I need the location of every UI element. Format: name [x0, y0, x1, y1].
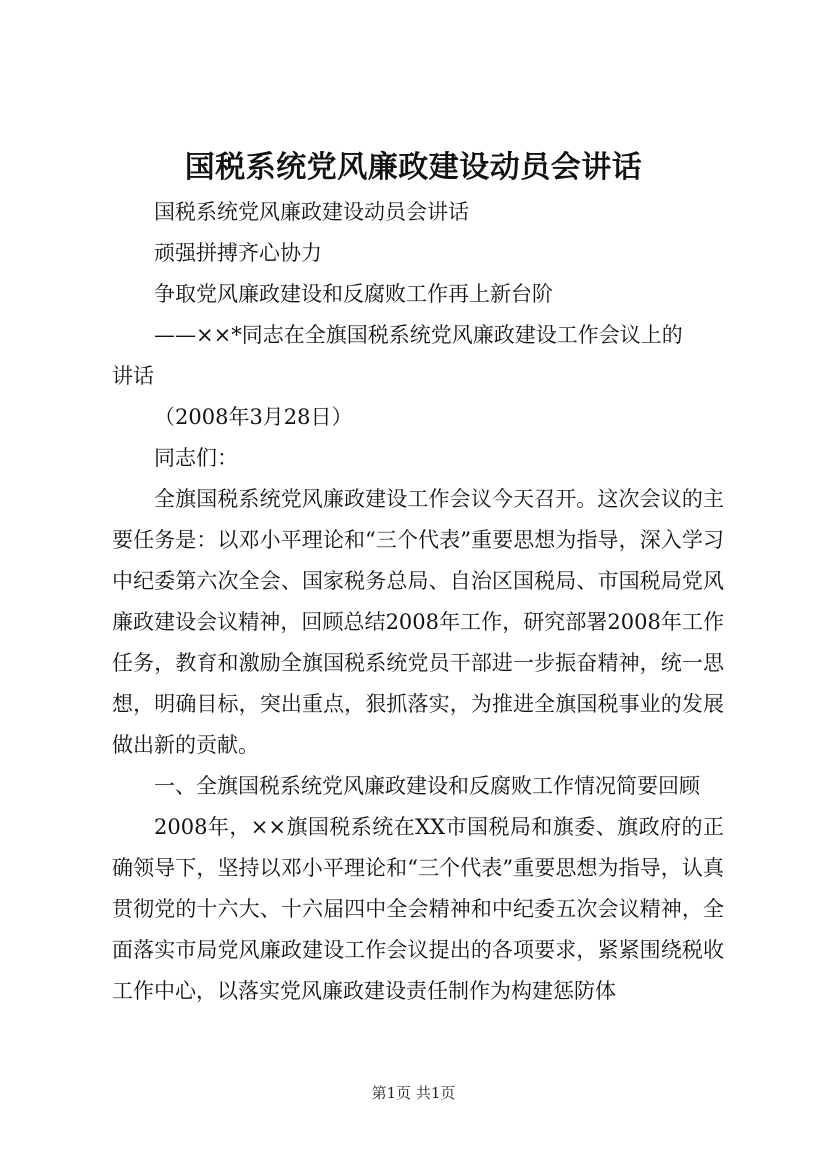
slogan-line-1: 顽强拼搏齐心协力: [154, 241, 322, 265]
speaker-line: ——××*同志在全旗国税系统党风廉政建设工作会议上的: [154, 323, 683, 347]
document-body: [112, 192, 724, 1012]
speech-date: （2008年3月28日）: [154, 405, 353, 429]
section-heading: 一、全旗国税系统党风廉政建设和反腐败工作情况简要回顾: [154, 774, 700, 798]
salutation: 同志们：: [154, 446, 238, 470]
page-number: 第1页 共1页: [371, 1084, 456, 1102]
subtitle: 国税系统党风廉政建设动员会讲话: [154, 200, 469, 224]
slogan-line-2: 争取党风廉政建设和反腐败工作再上新台阶: [154, 282, 553, 306]
body-paragraph: 2008年，××旗国税系统在XX市国税局和旗委、旗政府的正确领导下，坚持以邓小平理论和“三个代表”重要思想为指导，认真贯彻党的十六大、十六届四中全会精神和中纪委五次会议精神，全面落实市局党风廉政建设工作会议提出的各项要求，紧紧围绕税收工作中心，以落实党风廉政建设责任制作为构建惩防体: [112, 815, 724, 1003]
speaker-line-continued: 讲话: [112, 364, 154, 388]
body-paragraph: 全旗国税系统党风廉政建设工作会议今天召开。这次会议的主要任务是：以邓小平理论和“三个代表”重要思想为指导，深入学习中纪委第六次全会、国家税务总局、自治区国税局、市国税局党风廉政建设会议精神，回顾总结2008年工作，研究部署2008年工作任务，教育和激励全旗国税系统党员干部进一步振奋精神，统一思想，明确目标，突出重点，狠抓落实，为推进全旗国税事业的发展做出新的贡献。: [112, 487, 724, 757]
document-title: 国税系统党风廉政建设动员会讲话: [184, 150, 643, 185]
